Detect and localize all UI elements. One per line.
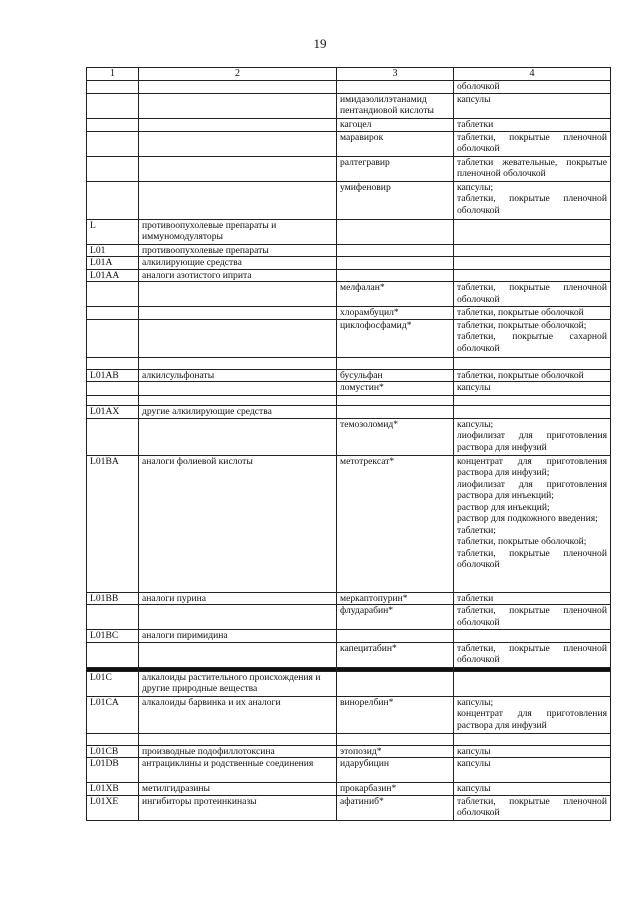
dosage-form-cell bbox=[454, 382, 611, 396]
dosage-form-cell bbox=[454, 642, 611, 667]
atc-code-cell: L01BA bbox=[87, 455, 139, 592]
drug-name-cell bbox=[337, 80, 454, 93]
drug-name-cell bbox=[337, 244, 454, 257]
dosage-form-line: таблетки, покрытые сахарной оболочкой bbox=[457, 331, 607, 354]
table-row bbox=[87, 307, 611, 320]
dosage-form-line: раствор для инъекций; bbox=[457, 501, 550, 513]
atc-code-cell bbox=[87, 605, 139, 630]
dosage-form-cell bbox=[454, 319, 611, 357]
dosage-form-cell bbox=[454, 307, 611, 320]
table-row bbox=[87, 406, 611, 419]
dosage-form-cell bbox=[454, 131, 611, 156]
group-name-cell bbox=[139, 80, 337, 93]
atc-code-cell: L bbox=[87, 219, 139, 244]
drug-name-cell: меркаптопурин* bbox=[337, 592, 454, 605]
group-name-cell bbox=[139, 307, 337, 320]
table-row bbox=[87, 156, 611, 181]
dosage-form-cell bbox=[454, 357, 611, 369]
table-row bbox=[87, 418, 611, 455]
dosage-form-line: капсулы bbox=[457, 382, 491, 393]
drug-name-cell: маравирок bbox=[337, 131, 454, 156]
group-name-cell: метилгидразины bbox=[139, 783, 337, 796]
table-row bbox=[87, 795, 611, 820]
page-number: 19 bbox=[313, 36, 327, 51]
dosage-form-cell bbox=[454, 369, 611, 382]
dosage-form-cell bbox=[454, 745, 611, 758]
table-row bbox=[87, 382, 611, 396]
group-name-cell: антрациклины и родственные соединения bbox=[139, 758, 337, 783]
dosage-form-line: таблетки, покрытые пленочной оболочкой bbox=[457, 193, 607, 216]
atc-code-cell: L01AB bbox=[87, 369, 139, 382]
dosage-form-cell bbox=[454, 733, 611, 745]
group-name-cell: алкалоиды барвинка и их аналоги bbox=[139, 696, 337, 733]
dosage-form-cell bbox=[454, 118, 611, 131]
dosage-form-cell bbox=[454, 592, 611, 605]
dosage-form-line: капсулы bbox=[457, 783, 491, 794]
dosage-form-line: таблетки, покрытые пленочной оболочкой bbox=[457, 547, 607, 570]
atc-code-cell bbox=[87, 418, 139, 455]
table-row bbox=[87, 244, 611, 257]
drug-name-cell bbox=[337, 357, 454, 369]
dosage-form-cell bbox=[454, 156, 611, 181]
dosage-form-line: таблетки, покрытые пленочной оболочкой bbox=[457, 131, 607, 154]
dosage-form-line: таблетки bbox=[457, 118, 494, 130]
dosage-form-line: таблетки, покрытые оболочкой; bbox=[457, 536, 587, 547]
dosage-form-line: лиофилизат для приготовления раствора для инфузий bbox=[457, 430, 607, 453]
dosage-form-line: таблетки, покрытые пленочной оболочкой bbox=[457, 605, 607, 628]
table-row bbox=[87, 357, 611, 369]
table-row bbox=[87, 219, 611, 244]
table-row bbox=[87, 369, 611, 382]
drug-name-cell: темозоломид* bbox=[337, 418, 454, 455]
group-name-cell: другие алкилирующие средства bbox=[139, 406, 337, 419]
drug-name-cell: афатиниб* bbox=[337, 795, 454, 820]
atc-code-cell bbox=[87, 156, 139, 181]
table-body bbox=[87, 80, 611, 820]
atc-code-cell bbox=[87, 733, 139, 745]
group-name-cell: производные подофиллотоксина bbox=[139, 745, 337, 758]
table-row bbox=[87, 642, 611, 667]
table-row bbox=[87, 118, 611, 131]
atc-code-cell: L01CB bbox=[87, 745, 139, 758]
drug-name-cell bbox=[337, 396, 454, 406]
atc-code-cell bbox=[87, 131, 139, 156]
drug-name-cell: прокарбазин* bbox=[337, 783, 454, 796]
dosage-form-line: таблетки, покрытые оболочкой bbox=[457, 307, 584, 318]
table-row bbox=[87, 93, 611, 118]
group-name-cell bbox=[139, 733, 337, 745]
atc-code-cell bbox=[87, 382, 139, 396]
dosage-form-line: таблетки, покрытые пленочной оболочкой bbox=[457, 642, 607, 665]
dosage-form-cell bbox=[454, 605, 611, 630]
table-row bbox=[87, 671, 611, 696]
header-col-1: 1 bbox=[87, 68, 139, 81]
drug-name-cell: ломустин* bbox=[337, 382, 454, 396]
drug-name-cell: этопозид* bbox=[337, 745, 454, 758]
table-row bbox=[87, 396, 611, 406]
drug-name-cell bbox=[337, 671, 454, 696]
atc-code-cell bbox=[87, 181, 139, 219]
table-row bbox=[87, 605, 611, 630]
dosage-form-cell bbox=[454, 783, 611, 796]
drug-name-cell: капецитабин* bbox=[337, 642, 454, 667]
group-name-cell bbox=[139, 319, 337, 357]
group-name-cell bbox=[139, 605, 337, 630]
dosage-form-line: таблетки, покрытые пленочной оболочкой bbox=[457, 282, 607, 305]
table-row bbox=[87, 80, 611, 93]
atc-code-cell: L01A bbox=[87, 257, 139, 270]
group-name-cell: противоопухолевые препараты bbox=[139, 244, 337, 257]
drug-name-cell bbox=[337, 269, 454, 282]
table-row bbox=[87, 455, 611, 592]
atc-code-cell bbox=[87, 93, 139, 118]
dosage-form-line: таблетки, покрытые оболочкой; bbox=[457, 319, 587, 331]
atc-code-cell bbox=[87, 642, 139, 667]
group-name-cell: аналоги пиримидина bbox=[139, 630, 337, 643]
atc-code-cell bbox=[87, 282, 139, 307]
header-col-4: 4 bbox=[454, 68, 611, 81]
group-name-cell bbox=[139, 156, 337, 181]
drug-name-cell: кагоцел bbox=[337, 118, 454, 131]
dosage-form-cell bbox=[454, 671, 611, 696]
drug-name-cell: метотрексат* bbox=[337, 455, 454, 592]
drug-name-cell: хлорамбуцил* bbox=[337, 307, 454, 320]
drug-name-cell bbox=[337, 219, 454, 244]
table-row bbox=[87, 733, 611, 745]
table-row bbox=[87, 131, 611, 156]
dosage-form-cell bbox=[454, 219, 611, 244]
drug-name-cell: умифеновир bbox=[337, 181, 454, 219]
dosage-form-line: раствор для подкожного введения; bbox=[457, 513, 598, 524]
header-row bbox=[87, 68, 611, 81]
drug-name-cell bbox=[337, 257, 454, 270]
dosage-form-line: таблетки bbox=[457, 592, 494, 604]
dosage-form-line: таблетки, покрытые пленочной оболочкой bbox=[457, 795, 607, 818]
drug-name-cell: циклофосфамид* bbox=[337, 319, 454, 357]
group-name-cell: ингибиторы протеинкиназы bbox=[139, 795, 337, 820]
group-name-cell bbox=[139, 382, 337, 396]
dosage-form-line: лиофилизат для приготовления раствора для инъекций; bbox=[457, 478, 607, 501]
dosage-form-cell bbox=[454, 181, 611, 219]
header-col-3: 3 bbox=[337, 68, 454, 81]
group-name-cell: алкалоиды растительного происхождения и другие природные вещества bbox=[139, 671, 337, 696]
dosage-form-line: капсулы bbox=[457, 758, 491, 769]
group-name-cell bbox=[139, 118, 337, 131]
drug-name-cell bbox=[337, 630, 454, 643]
dosage-form-line: оболочкой bbox=[457, 80, 500, 92]
dosage-form-line: капсулы; bbox=[457, 181, 494, 193]
atc-code-cell: L01 bbox=[87, 244, 139, 257]
drug-name-cell bbox=[337, 406, 454, 419]
dosage-form-cell bbox=[454, 795, 611, 820]
drug-name-cell: идарубицин bbox=[337, 758, 454, 783]
table-row bbox=[87, 758, 611, 783]
dosage-form-cell bbox=[454, 282, 611, 307]
table-row bbox=[87, 630, 611, 643]
table-row bbox=[87, 282, 611, 307]
group-name-cell bbox=[139, 418, 337, 455]
group-name-cell bbox=[139, 357, 337, 369]
drug-table bbox=[86, 67, 611, 821]
atc-code-cell: L01C bbox=[87, 671, 139, 696]
group-name-cell: аналоги пурина bbox=[139, 592, 337, 605]
dosage-form-cell bbox=[454, 93, 611, 118]
atc-code-cell bbox=[87, 80, 139, 93]
drug-name-cell bbox=[337, 733, 454, 745]
group-name-cell: алкилсульфонаты bbox=[139, 369, 337, 382]
header-col-2: 2 bbox=[139, 68, 337, 81]
group-name-cell: противоопухолевые препараты и иммуномодуляторы bbox=[139, 219, 337, 244]
dosage-form-cell bbox=[454, 406, 611, 419]
drug-name-cell: ралтегравир bbox=[337, 156, 454, 181]
atc-code-cell: L01CA bbox=[87, 696, 139, 733]
dosage-form-line: таблетки; bbox=[457, 524, 496, 536]
atc-code-cell: L01AX bbox=[87, 406, 139, 419]
dosage-form-cell bbox=[454, 630, 611, 643]
group-name-cell bbox=[139, 282, 337, 307]
dosage-form-line: концентрат для приготовления раствора для инфузий bbox=[457, 708, 607, 731]
drug-name-cell: винорелбин* bbox=[337, 696, 454, 733]
dosage-form-cell bbox=[454, 269, 611, 282]
atc-code-cell bbox=[87, 118, 139, 131]
dosage-form-line: таблетки жевательные, покрытые пленочной оболочкой bbox=[457, 156, 607, 179]
table-row bbox=[87, 269, 611, 282]
drug-name-cell: флударабин* bbox=[337, 605, 454, 630]
dosage-form-line: концентрат для приготовления раствора для инфузий; bbox=[457, 455, 607, 478]
table-row bbox=[87, 745, 611, 758]
atc-code-cell bbox=[87, 357, 139, 369]
group-name-cell bbox=[139, 93, 337, 118]
dosage-form-line: таблетки, покрытые оболочкой bbox=[457, 369, 584, 381]
dosage-form-line: капсулы; bbox=[457, 696, 494, 708]
table-row bbox=[87, 319, 611, 357]
group-name-cell bbox=[139, 396, 337, 406]
table-row bbox=[87, 696, 611, 733]
table-row bbox=[87, 592, 611, 605]
atc-code-cell: L01BC bbox=[87, 630, 139, 643]
dosage-form-cell bbox=[454, 418, 611, 455]
drug-name-cell: имидазолилэтанамид пентандиовой кислоты bbox=[337, 93, 454, 118]
group-name-cell: аналоги азотистого иприта bbox=[139, 269, 337, 282]
drug-name-cell: мелфалан* bbox=[337, 282, 454, 307]
atc-code-cell: L01XB bbox=[87, 783, 139, 796]
dosage-form-cell bbox=[454, 758, 611, 783]
dosage-form-cell bbox=[454, 696, 611, 733]
group-name-cell bbox=[139, 642, 337, 667]
atc-code-cell: L01BB bbox=[87, 592, 139, 605]
table-row bbox=[87, 783, 611, 796]
atc-code-cell: L01AA bbox=[87, 269, 139, 282]
atc-code-cell: L01XE bbox=[87, 795, 139, 820]
atc-code-cell bbox=[87, 319, 139, 357]
table-row bbox=[87, 257, 611, 270]
drug-name-cell: бусульфан bbox=[337, 369, 454, 382]
dosage-form-line: капсулы; bbox=[457, 418, 494, 430]
group-name-cell: аналоги фолиевой кислоты bbox=[139, 455, 337, 592]
dosage-form-cell bbox=[454, 257, 611, 270]
dosage-form-cell bbox=[454, 80, 611, 93]
group-name-cell bbox=[139, 181, 337, 219]
atc-code-cell: L01DB bbox=[87, 758, 139, 783]
atc-code-cell bbox=[87, 307, 139, 320]
group-name-cell bbox=[139, 131, 337, 156]
dosage-form-line: капсулы bbox=[457, 745, 491, 757]
dosage-form-line: капсулы bbox=[457, 93, 491, 105]
dosage-form-cell bbox=[454, 396, 611, 406]
dosage-form-cell bbox=[454, 455, 611, 592]
dosage-form-cell bbox=[454, 244, 611, 257]
group-name-cell: алкилирующие средства bbox=[139, 257, 337, 270]
table-row bbox=[87, 181, 611, 219]
atc-code-cell bbox=[87, 396, 139, 406]
